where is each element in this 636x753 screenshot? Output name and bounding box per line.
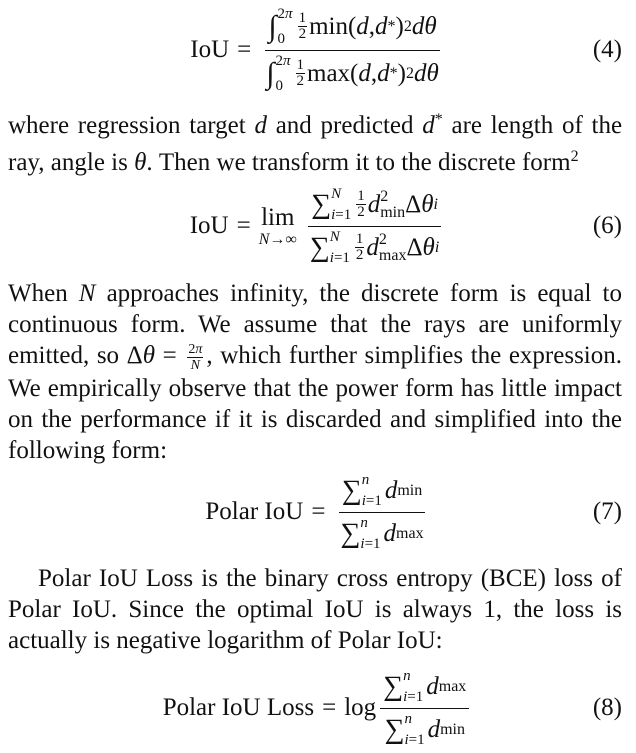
- paragraph-3: Polar IoU Loss is the binary cross entropy (BCE) loss of Polar IoU. Since the optimal IoU is always 1, the loss is actually is negative logarithm of Polar IoU:: [8, 565, 622, 654]
- eq7-number: (7): [592, 498, 622, 525]
- eq4-lhs: IoU: [190, 36, 230, 63]
- eq8-number: (8): [592, 694, 622, 721]
- p2-text-b: approaches infinity, the discrete form is equal to continuous form. We assume that the rays are uniformly emitted, so: [8, 280, 623, 369]
- paragraph-1: where regression target d and predicted d* are length of the ray, angle is θ. Then we transform it to the discrete form$^2$: [8, 111, 623, 176]
- equation-6: IoU = lim N→∞ ∑ N i=1 1 2 d 2 min Δ θ i ∑ N i=1 1 2 d 2 max Δ θ i (6): [189, 185, 622, 266]
- p1-text-b: and predicted: [275, 112, 414, 139]
- eq4-fraction: ∫ 2π 0 1 2 min ( d , d * ) 2 dθ ∫ 2π 0 1 2 max ( d , d * ) 2 dθ: [266, 5, 439, 94]
- eq8-fraction: ∑ n i=1 d max ∑ n i=1 d min: [380, 669, 469, 748]
- eq4-min: min: [309, 12, 348, 40]
- eq8-lhs: Polar IoU Loss: [162, 694, 315, 721]
- p2-text-c: , which further simplifies the expression. We empirically observe that the power form has little impact on the performance if it is discarded and simplified into the following form:: [8, 342, 623, 464]
- eq6-lim-text: lim: [261, 204, 295, 231]
- p1-text-a: where regression target: [8, 112, 246, 139]
- eq6-lhs: IoU: [189, 212, 229, 239]
- eq7-fraction: ∑ n i=1 d min ∑ n i=1 d max: [340, 471, 424, 552]
- p1-text-c: are length of the ray, angle is: [8, 112, 623, 176]
- eq6-number: (6): [592, 212, 622, 239]
- eq8-log: log: [344, 694, 377, 721]
- eq6-limit: lim N→∞: [258, 204, 297, 248]
- paragraph-2: When N approaches infinity, the discrete form is equal to continuous form. We assume that the rays are uniformly emitted, so Δθ = $\frac{2\pi}{N}$ , which further simplifies the expression. We empirically observe that the power form has little impact on the performance if it is discarded and simplified into the following form:: [8, 280, 623, 464]
- p1-text-d: . Then we transform it to the discrete form: [146, 149, 571, 176]
- eq4-max: max: [307, 59, 351, 87]
- p2-text-a: When: [8, 280, 68, 307]
- eq6-fraction: ∑ N i=1 1 2 d 2 min Δ θ i ∑ N i=1 1 2 d 2 max Δ θ i: [309, 185, 440, 266]
- equation-7: Polar IoU = ∑ n i=1 d min ∑ n i=1 d max (7): [205, 471, 622, 552]
- eq7-lhs: Polar IoU: [205, 498, 304, 525]
- equation-8: Polar IoU Loss = log ∑ n i=1 d max ∑ n i=1 d min (8): [162, 667, 622, 748]
- equation-4: IoU = ∫ 2π 0 1 2 min ( d , d * ) 2 dθ ∫ 2π 0 1 2 max ( d , d * ) 2 dθ (4): [190, 5, 622, 94]
- footnote-marker: 2: [570, 148, 579, 165]
- eq4-number: (4): [592, 36, 622, 63]
